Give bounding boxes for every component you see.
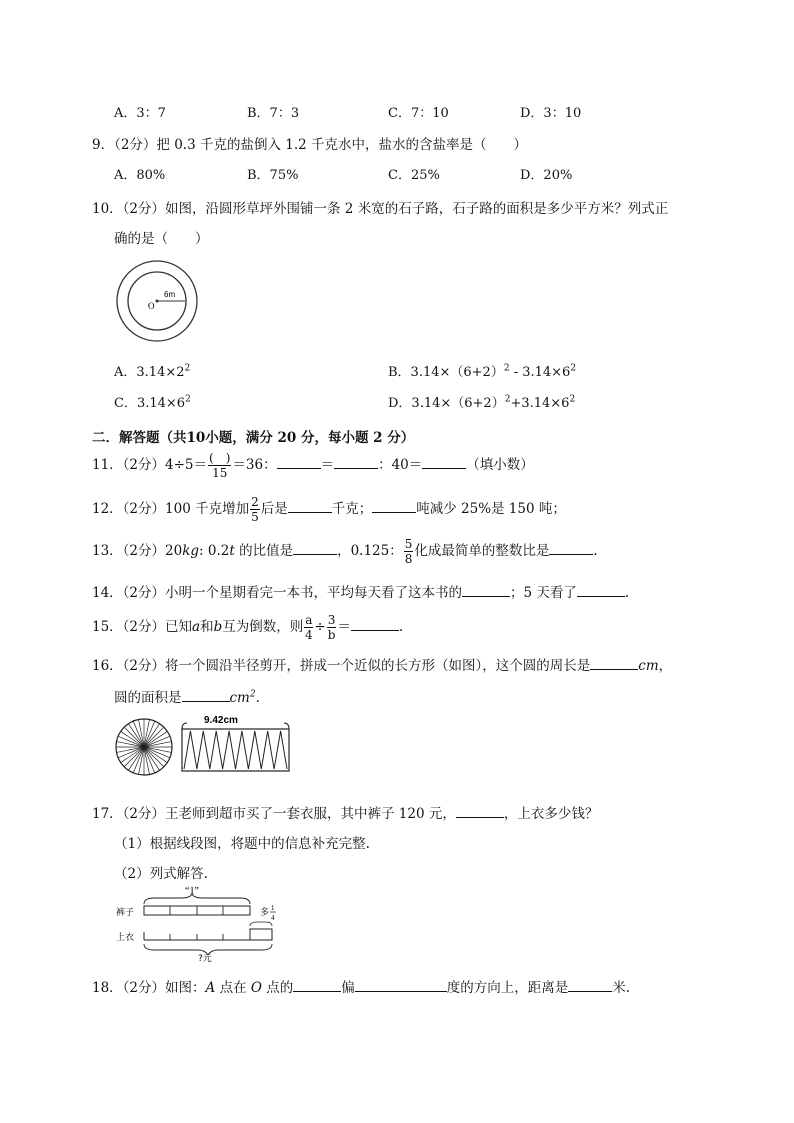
q11-blank-3[interactable] [422,456,466,469]
q10-option-a: A．$3.14\times 2^2$ [114,363,191,380]
q15-blank[interactable] [351,618,399,631]
q16-blank-1[interactable] [590,657,638,670]
q16-line2: 圆的面积是 $cm^2$. [114,689,260,706]
q9-option-a: A．80% [114,168,166,183]
q8-option-c: C．7：10 [388,106,449,121]
section-2-heading: 二．解答题（共10小题，满分 20 分，每小题 2 分） [92,430,415,446]
q16-line1: 16．（2分）将一个圆沿半径剪开，拼成一个近似的长方形（如图），这个圆的周长是 cm， [92,658,673,674]
q17-price-label: ?元 [198,954,212,962]
q11-fraction: $\frac{( )}{15}$ [209,451,231,480]
q13-fraction: $\frac{5}{8}$ [404,537,413,566]
q12: 12．（2分）100 千克增加 $\frac{2}{5}$ 后是 千克； 吨减少 25%是 150 吨； [92,495,566,524]
q8-option-b: B．7：3 [247,106,300,121]
q10-option-b: B．$3.14\times(6+2)^2 - 3.14\times 6^2$ [388,363,577,380]
q15-fraction-2: $\frac{3}{b}$ [327,613,336,642]
q9-option-d: D．20% [520,168,573,183]
q12-fraction: $\frac{2}{5}$ [251,495,259,524]
q17-sub2: （2）列式解答. [114,866,208,882]
q10-text-line1: 10．（2分）如图，沿圆形草坪外围铺一条 2 米宽的石子路，石子路的面积是多少平方米？列式正 [92,201,669,217]
q16-figure [112,713,297,778]
q16-figure-label: 9.42cm [204,715,238,726]
q17-blank[interactable] [456,805,504,818]
q13: 13．（2分）20kg: 0.2t 的比值是 ，0.125： $\frac{5}{8}$ 化成最简单的整数比是 . [92,537,598,566]
q10-option-c: C．$3.14\times 6^2$ [114,394,191,411]
q17-sub1: （1）根据线段图，将题中的信息补充完整. [114,836,370,852]
q17-more-label: 多 [260,908,270,918]
q17: 17．（2分）王老师到超市买了一套衣服，其中裤子 120 元， ，上衣多少钱？ [92,806,599,822]
q16-blank-2[interactable] [182,689,230,702]
q17-coat-label: 上衣 [116,933,135,943]
q13-blank-1[interactable] [293,542,337,555]
q13-blank-2[interactable] [549,542,593,555]
q16-rectangle-sectors [184,731,287,769]
q14: 14．（2分）小明一个星期看完一本书，平均每天看了这本书的 ；5 天看了 . [92,585,630,601]
q12-blank-2[interactable] [372,500,416,513]
q9-option-b: B．75% [247,168,299,183]
q16-circle-sectors [116,719,172,775]
q17-pants-label: 裤子 [116,908,135,918]
q15-fraction-1: $\frac{a}{4}$ [305,613,313,642]
svg-text:1: 1 [271,904,275,912]
q11-blank-2[interactable] [334,456,378,469]
q17-diagram-top-label: “1” [185,886,199,897]
q10-radius-label: 6m [164,290,176,299]
q11-blank-1[interactable] [277,456,321,469]
svg-text:4: 4 [271,914,275,922]
q8-option-d: D．3：10 [520,106,582,121]
q17-line-diagram [112,882,297,962]
q14-blank-2[interactable] [577,584,625,597]
q14-blank-1[interactable] [462,584,510,597]
q10-circle-figure [114,258,200,344]
q10-option-d: D．$3.14\times(6+2)^2+3.14\times 6^2$ [388,394,576,411]
q9-option-c: C．25% [388,168,440,183]
q15: 15．（2分）已知a和b互为倒数，则 $\frac{a}{4}$ ÷ $\frac{3}{b}$ ＝ . [92,613,404,642]
q18-blank-1[interactable] [293,979,341,992]
q8-option-a: A．3：7 [114,106,166,121]
q18: 18．（2分）如图：A 点在 O 点的 偏 度的方向上，距离是 米. [92,980,631,996]
q10-text-line2: 确的是（ ） [114,231,209,247]
q11: 11．（2分）4÷5＝ $\frac{( )}{15}$ ＝36： ＝ ：40＝ （填小数） [92,451,534,480]
q18-blank-2[interactable] [355,979,447,992]
q12-blank-1[interactable] [288,500,332,513]
q18-blank-3[interactable] [568,979,612,992]
q9-text: 9．（2分）把 0.3 千克的盐倒入 1.2 千克水中，盐水的含盐率是（ ） [92,137,528,153]
q10-center-label: O [148,301,155,311]
